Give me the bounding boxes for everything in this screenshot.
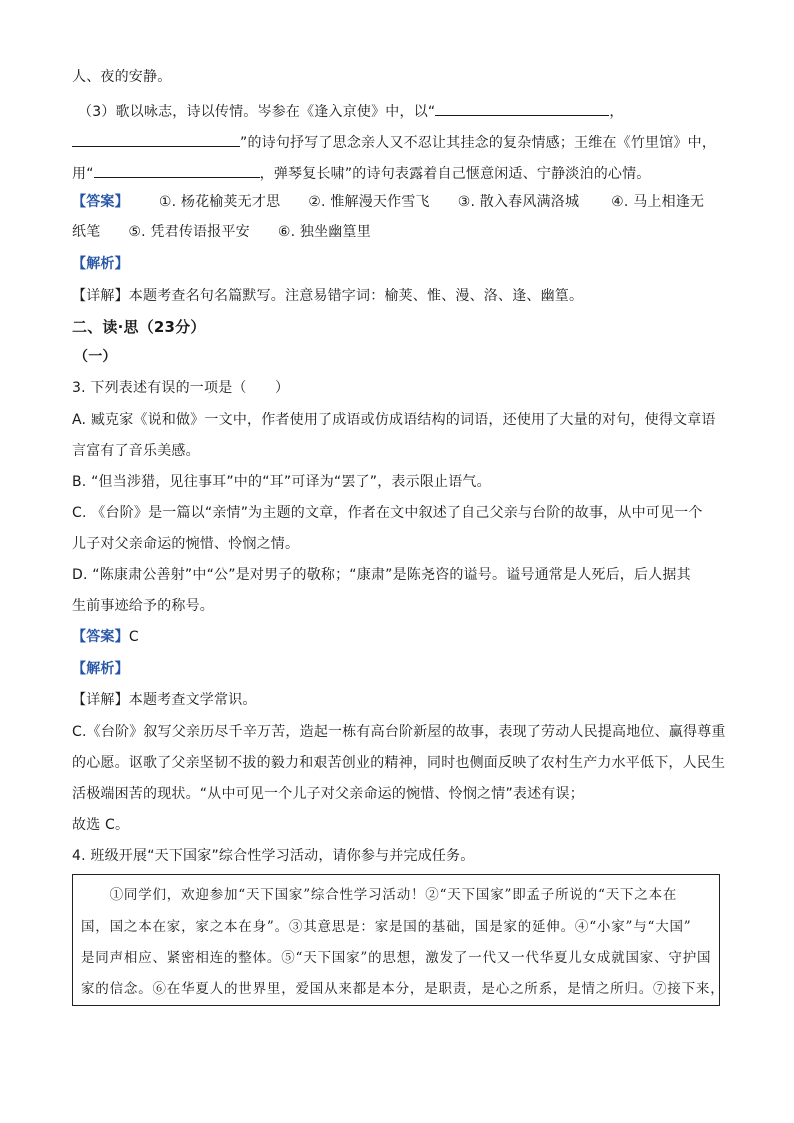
option-a-cont: 言富有了音乐美感。 [72,443,200,459]
option-a: A. 臧克家《说和做》一文中，作者使用了成语或仿成语结构的词语，还使用了大量的对句，使得文章语 [72,412,716,428]
explanation-line: C.《台阶》叙写父亲历尽千辛万苦，造起一栋有高台阶新屋的故事，表现了劳动人民提高地位、赢得尊重 [72,724,726,740]
explanation-line: 的心愿。讴歌了父亲坚韧不拔的毅力和艰苦创业的精神，同时也侧面反映了农村生产力水平低下，人民生 [72,755,726,771]
question-title: 3. 下列表述有误的一项是（ ） [72,380,290,396]
answer-line: 【答案】 ①. 杨花榆荚无才思 ②. 惟解漫天作雪飞 ③. 散入春风满洛城 ④. 马上相逢无 [72,194,705,210]
answer-value: C [128,629,139,645]
fill-blank[interactable] [72,131,240,147]
fill-blank[interactable] [94,162,260,178]
passage-box [72,874,725,1006]
option-b: B. “但当涉猎，见往事耳”中的“耳”可译为“罢了”，表示限止语气。 [72,474,491,490]
answer-label: 【答案】 [72,629,129,645]
question-line: 用“ ，弹琴复长啸”的诗句表露着自己惬意闲适、宁静淡泊的心情。 [72,162,722,184]
answer-line [72,627,722,647]
answer-label: 【答案】 [72,194,129,210]
passage-line: 是同声相应、紧密相连的整体。⑤“天下国家”的思想，激发了一代又一代华夏儿女成就国家、守护国 [81,950,712,966]
option-d: D. “陈康肃公善射”中“公”是对男子的敬称；“康肃”是陈尧咨的谥号。谥号通常是人死后，后人据其 [72,567,691,583]
passage-line: 家的信念。⑥在华夏人的世界里，爱国从来都是本分，是职责，是心之所系，是情之所归。⑦接下来， [81,981,725,997]
explanation-line: 活极端困苦的现状。“从中可见一个儿子对父亲命运的惋惜、怜悯之情”表述有误； [72,786,584,802]
question-line: ”的诗句抒写了思念亲人又不忍让其挂念的复杂情感；王维在《竹里馆》中， [72,131,722,153]
option-c-cont: 儿子对父亲命运的惋惜、怜悯之情。 [72,536,300,552]
analysis-label: 【解析】 [72,256,129,272]
option-c: C. 《台阶》是一篇以“亲情”为主题的文章，作者在文中叙述了自己父亲与台阶的故事，从中可见一个 [72,505,703,521]
answer-line: 纸笔 ⑤. 凭君传语报平安 ⑥. 独坐幽篁里 [72,224,371,240]
part-heading: （一） [74,349,117,365]
question-line: （3）歌以咏志，诗以传情。岑参在《逢入京使》中，以“ ， [78,100,722,122]
text-line: 人、夜的安静。 [72,69,172,85]
detail-line: 【详解】本题考查文学常识。 [72,692,257,708]
analysis-label: 【解析】 [72,661,129,677]
option-d-cont: 生前事迹给予的称号。 [72,598,214,614]
detail-line: 【详解】本题考查名句名篇默写。注意易错字词：榆荚、惟、漫、洛、逢、幽篁。 [72,288,584,304]
fill-blank[interactable] [435,100,609,116]
question-title: 4. 班级开展“天下国家”综合性学习活动，请你参与并完成任务。 [72,848,475,864]
explanation-line: 故选 C。 [72,817,130,833]
passage-line: 国，国之本在家，家之本在身”。③其意思是：家是国的基础，国是家的延伸。④“小家”与“大国” [81,919,692,935]
section-heading: 二、读·思（23分） [72,318,206,336]
passage-line: ①同学们，欢迎参加“天下国家”综合性学习活动！②“天下国家”即孟子所说的“天下之本在 [81,887,678,903]
